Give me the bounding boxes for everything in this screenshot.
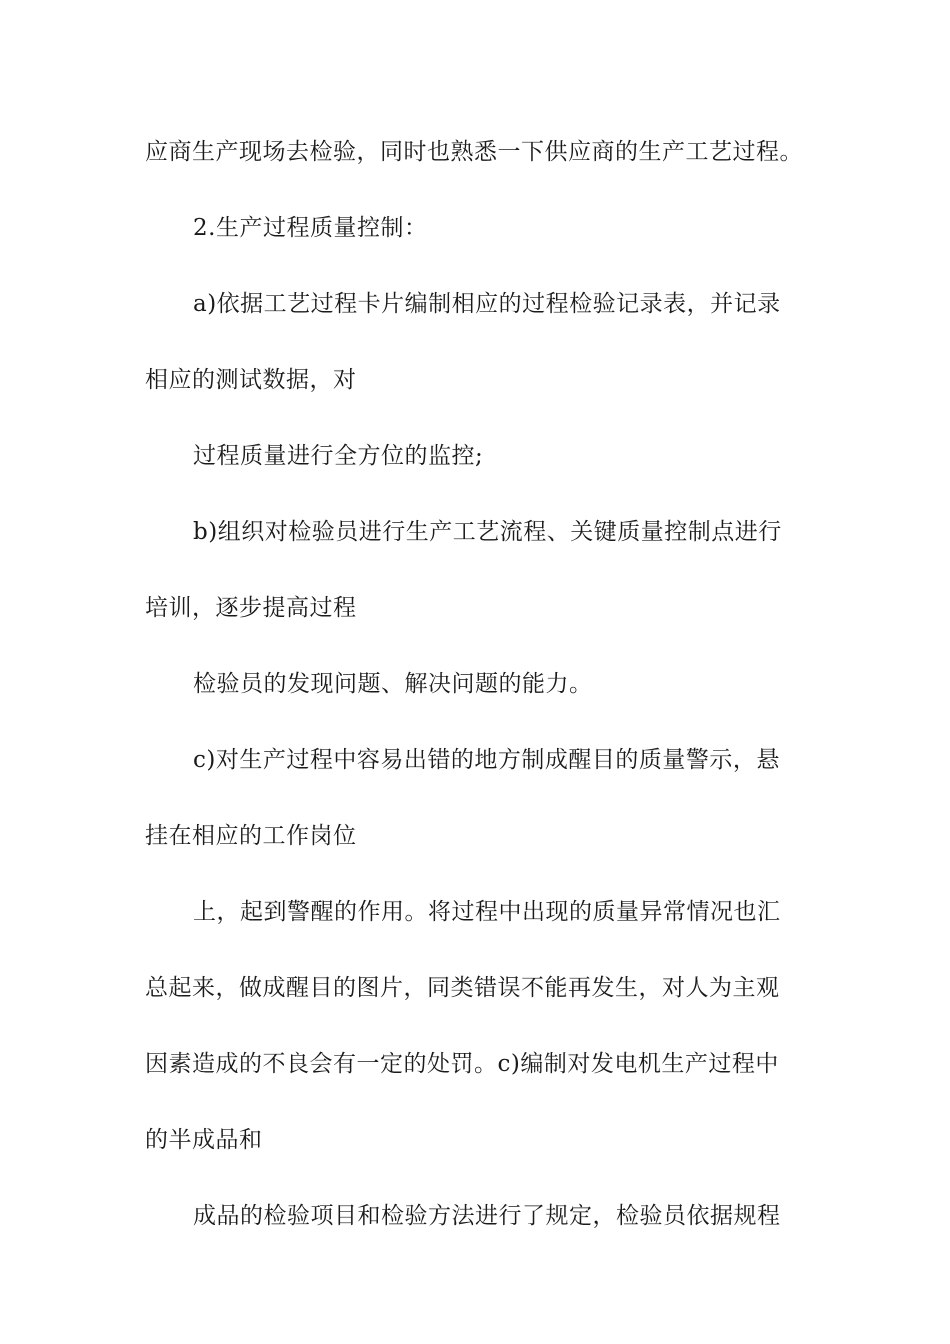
- text-line-7: 培训，逐步提高过程: [145, 595, 357, 621]
- text-line-13: 因素造成的不良会有一定的处罚。c)编制对发电机生产过程中: [145, 1051, 779, 1077]
- text-line-15: 成品的检验项目和检验方法进行了规定，检验员依据规程: [193, 1203, 781, 1229]
- text-line-10: 挂在相应的工作岗位: [145, 823, 357, 849]
- text-line-12: 总起来，做成醒目的图片，同类错误不能再发生，对人为主观: [145, 975, 780, 1001]
- text-line-1: 应商生产现场去检验，同时也熟悉一下供应商的生产工艺过程。: [145, 139, 803, 165]
- section-heading: 2.生产过程质量控制：: [193, 215, 428, 241]
- text-line-6: b)组织对检验员进行生产工艺流程、关键质量控制点进行: [193, 519, 782, 545]
- text-line-3: a)依据工艺过程卡片编制相应的过程检验记录表，并记录: [193, 291, 781, 317]
- text-line-4: 相应的测试数据，对: [145, 367, 357, 393]
- text-line-9: c)对生产过程中容易出错的地方制成醒目的质量警示，悬: [193, 747, 780, 773]
- text-line-14: 的半成品和: [145, 1127, 263, 1153]
- text-line-8: 检验员的发现问题、解决问题的能力。: [193, 671, 593, 697]
- text-line-11: 上，起到警醒的作用。将过程中出现的质量异常情况也汇: [193, 899, 781, 925]
- text-line-5: 过程质量进行全方位的监控;: [193, 443, 484, 469]
